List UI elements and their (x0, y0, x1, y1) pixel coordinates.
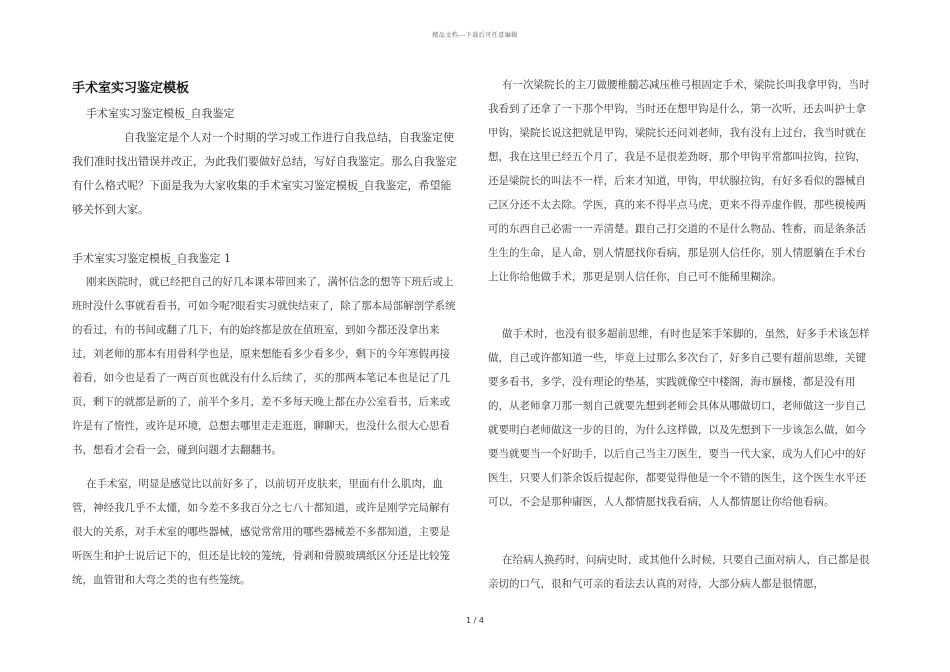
document-subtitle: 手术室实习鉴定模板_自我鉴定 (86, 107, 235, 120)
body-paragraph: 有一次梁院长的主刀做腰椎髓芯减压椎弓根固定手术，梁院长叫我拿甲钩，当时我看到了还拿了一下那个甲钩，当时还在想甲钩是什么，第一次听，还去叫护士拿甲钩，梁院长说这把就是甲钩，梁院长还问刘老师，我有没有上过台，我当时就在想，我在这里已经五个月了，我是不是很差劲呀，那个甲钩平常都叫拉钩，拉钩，还是梁院长的叫法不一样，后来才知道，甲钩，甲状腺拉钩，有好多看似的器械自己区分还不太去除。学医，真的来不得半点马虎，更来不得弄虚作假，那些模棱两可的东西自己必需一一弄清楚。跟自己打交道的不是什么物品、牲畜，而是条条活生生的生命，是人命，别人情愿找你看病，那是别人信任你，别人情愿躺在手术台上让你给他做手术，那更是别人信任你，自己可不能稀里糊涂。 (488, 79, 870, 283)
page-number: 1 / 4 (466, 616, 484, 625)
body-paragraph: 在手术室，明显是感觉比以前好多了，以前切开皮肤来，里面有什么肌肉，血管，神经我几乎不太懂，如今差不多我百分之七八十都知道，或许是刚学完局解有很大的关系，对手术室的哪些器械，感觉常常用的哪些器械差不多都知道，主要是听医生和护士说后记下的，但还是比较的笼统，骨剥和骨膜玻璃纸区分还是比较笼统，血管钳和大弯之类的也有些笼统。 (72, 478, 450, 586)
page-header: 精品文档---下载后可任意编辑 (432, 32, 518, 39)
body-paragraph: 刚来医院时，就已经把自己的好几本课本带回来了，满怀信念的想等下班后或上班时没什么事就看看书，可如今呢?眼看实习就快结束了，除了那本局部解剖学系统的看过，有的书间或翻了几下，有的始终都是放在值班室，到如今都还没拿出来过，刘老师的那本有用骨科学也是，原来想能看多少看多少，剩下的今年寒假再接着看，如今也是看了一两百页也就没有什么后续了，买的那两本笔记本也是记了几页，剩下的就都是新的了，前半个多月，差不多每天晚上都在办公室看书，后来或许是有了惰性，或许是环境，总想去哪里走走逛逛，聊聊天，也没什么很大心思看书，想看才会看一会，碰到问题才去翻翻书。 (72, 276, 456, 456)
body-paragraph: 在给病人换药时，问病史时，或其他什么时候，只要自己面对病人，自己都是很亲切的口气，很和气可亲的看法去认真的对待，大部分病人都是很情愿， (488, 554, 870, 590)
body-paragraph: 做手术时，也没有很多超前思维，有时也是笨手笨脚的，虽然，好多手术该怎样做，自己或许都知道一些，毕竟上过那么多次台了，好多自己要有超前思维，关键要多看书，多学，没有理论的垫基，实践就像空中楼阁，海市蜃楼，都是没有用的，从老师拿刀那一刻自己就要先想到老师会具体从哪做切口，老师做这一步自己就要明白老师做这一步的目的，为什么这样做，以及先想到下一步该怎么做，如今要当就要当一个好助手，以后自己当主刀医生，要当一代大家，成为人们心中的好医生，只要人们茶余饭后提起你，都要觉得他是一个不错的医生，这个医生水平还可以，不会是那种庸医，人人都情愿找我看病，人人都情愿让你给他看病。 (488, 328, 870, 508)
intro-paragraph: 自我鉴定是个人对一个时期的学习或工作进行自我总结，自我鉴定使我们准时找出错误并改正，为此我们要做好总结，写好自我鉴定。那么自我鉴定有什么格式呢？下面是我为大家收集的手术室实习鉴定模板_自我鉴定，希望能够关怀到大家。 (72, 131, 457, 216)
section-heading: 手术室实习鉴定模板_自我鉴定 1 (72, 252, 231, 265)
document-title: 手术室实习鉴定模板 (72, 81, 190, 96)
